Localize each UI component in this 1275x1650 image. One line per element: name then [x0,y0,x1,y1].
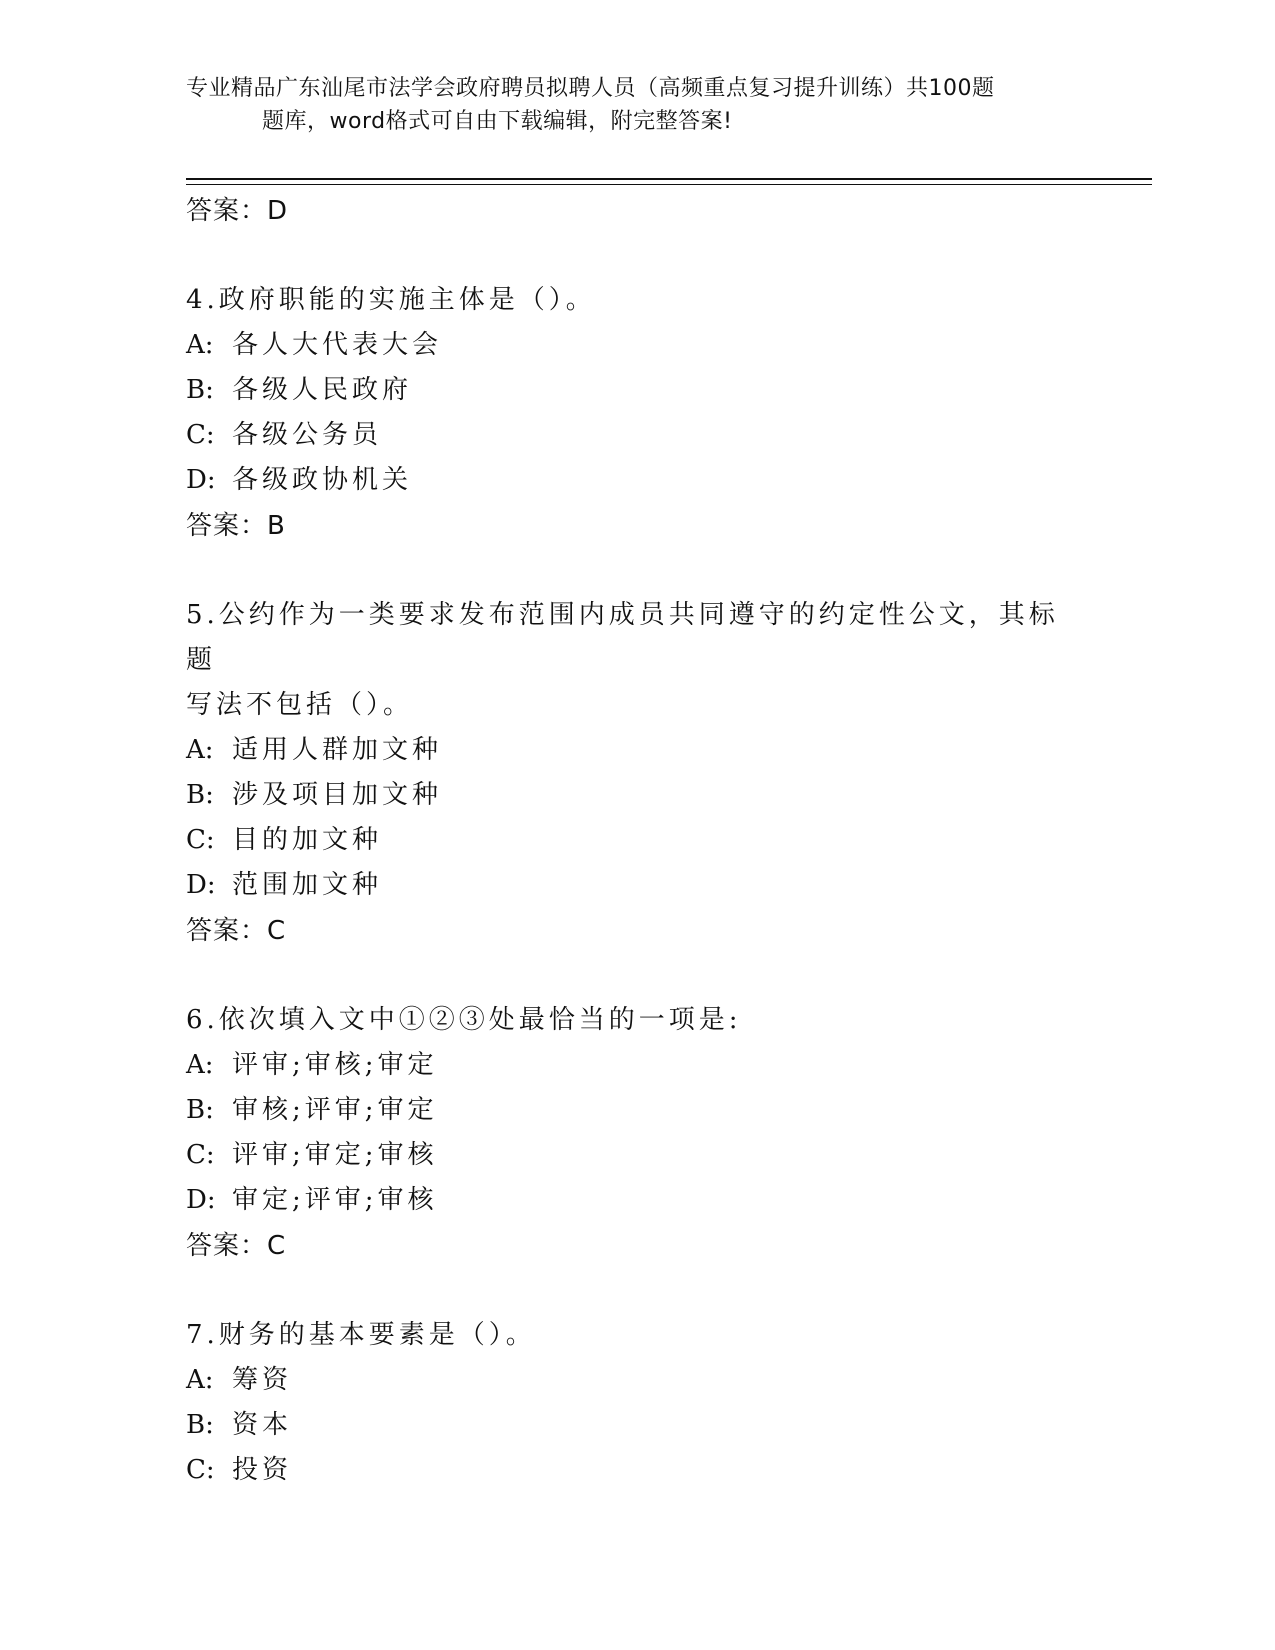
option-text: 审定;评审;审核 [232,1185,438,1215]
option-text: 评审;审核;审定 [232,1050,438,1080]
answer-option [186,1133,1086,1178]
option-text: 各级政协机关 [232,465,413,495]
option-text: 筹资 [232,1365,293,1395]
answer-option [186,1178,1086,1223]
option-text: 评审;审定;审核 [232,1140,438,1170]
answer-option [186,863,1086,908]
question-stem: 7.财务的基本要素是（）。 [186,1320,536,1350]
question-answer: 答案：B [186,511,286,541]
header-title-line-1: 专业精品广东汕尾市法学会政府聘员拟聘人员（高频重点复习提升训练）共100题 [186,76,995,101]
answer-option [186,728,1086,773]
answer-option [186,1448,1086,1493]
question-block [186,1313,1086,1493]
option-letter: C: [186,420,215,450]
previous-answer: 答案：D [186,196,289,226]
option-letter: C: [186,1140,215,1170]
header-divider-thick [186,178,1152,180]
question-stem: 写法不包括（）。 [186,690,414,720]
option-letter: B: [186,1095,214,1125]
header-title-line-2: 题库，word格式可自由下载编辑，附完整答案! [262,109,733,134]
option-text: 审核;评审;审定 [232,1095,438,1125]
document-header [186,72,1106,138]
question-block [186,593,1086,954]
question-answer: 答案：C [186,916,287,946]
option-letter: A: [186,330,214,360]
option-letter: C: [186,825,215,855]
option-letter: A: [186,735,214,765]
header-divider-thin [186,184,1152,185]
option-letter: D: [186,465,216,495]
option-text: 目的加文种 [232,825,383,855]
option-letter: B: [186,375,214,405]
option-text: 各人大代表大会 [232,330,443,360]
option-letter: D: [186,870,216,900]
answer-option [186,1403,1086,1448]
option-letter: B: [186,1410,214,1440]
option-letter: A: [186,1050,214,1080]
option-text: 投资 [232,1455,293,1485]
option-text: 各级公务员 [232,420,383,450]
question-stem: 5.公约作为一类要求发布范围内成员共同遵守的约定性公文，其标题 [186,600,1059,675]
answer-option [186,818,1086,863]
answer-option [186,413,1086,458]
answer-option [186,1043,1086,1088]
answer-option [186,1358,1086,1403]
answer-option [186,773,1086,818]
question-list [186,188,1086,1493]
question-stem: 6.依次填入文中①②③处最恰当的一项是: [186,1005,742,1035]
option-letter: C: [186,1455,215,1485]
option-letter: B: [186,780,214,810]
answer-option [186,458,1086,503]
answer-option [186,1088,1086,1133]
question-stem: 4.政府职能的实施主体是（）。 [186,285,596,315]
answer-option [186,368,1086,413]
question-block [186,998,1086,1269]
question-answer: 答案：C [186,1231,287,1261]
answer-option [186,323,1086,368]
option-text: 各级人民政府 [232,375,413,405]
question-block [186,278,1086,549]
option-text: 涉及项目加文种 [232,780,443,810]
option-text: 适用人群加文种 [232,735,443,765]
option-letter: D: [186,1185,216,1215]
option-text: 资本 [232,1410,293,1440]
option-letter: A: [186,1365,214,1395]
option-text: 范围加文种 [232,870,383,900]
